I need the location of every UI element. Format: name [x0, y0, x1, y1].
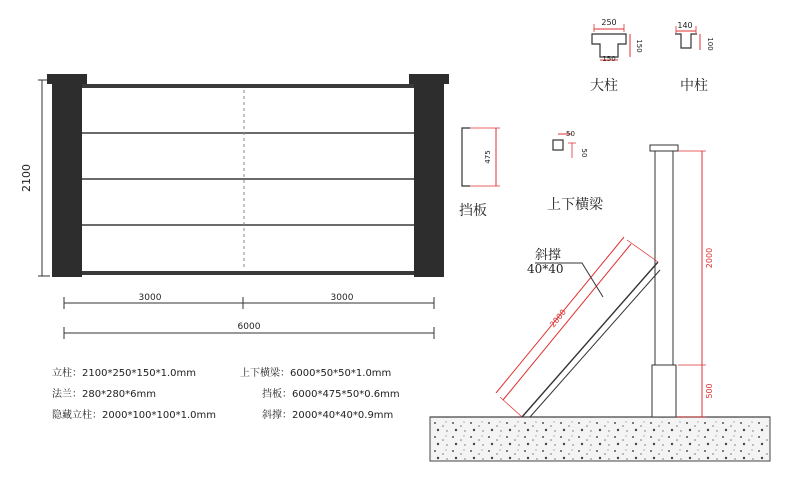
top-rail: [80, 84, 414, 88]
big-post-width: 250: [601, 18, 617, 27]
right-post-cap: [409, 74, 449, 84]
brace: [522, 262, 658, 417]
brace-caption: 斜撑: [535, 248, 562, 263]
side-section: [430, 145, 770, 461]
spec-value: 2000*40*40*0.9mm: [292, 410, 394, 421]
left-post: [52, 84, 82, 277]
right-post: [414, 84, 444, 277]
big-post-height: 150: [635, 39, 643, 53]
spec-row: [262, 406, 393, 421]
bottom-rail: [80, 271, 414, 275]
mid-post-height: 100: [706, 37, 714, 51]
panel-caption: 挡板: [459, 203, 487, 219]
height-label: 2100: [20, 164, 33, 192]
spec-name: 挡板：: [262, 389, 292, 400]
spec-row: [262, 385, 400, 400]
beam-width: 50: [566, 130, 575, 138]
spec-name: 上下横梁：: [240, 368, 290, 379]
post-height-label: 2000: [705, 247, 714, 269]
spec-value: 2100*250*150*1.0mm: [82, 368, 197, 379]
spec-name: 法兰：: [52, 389, 82, 400]
mid-post-caption: 中柱: [680, 78, 708, 94]
fence-elevation: [20, 74, 449, 339]
spec-name: 立柱：: [52, 368, 82, 379]
ground-slab: [430, 417, 770, 461]
spec-value: 6000*475*50*0.6mm: [292, 389, 400, 400]
hidden-post: [652, 365, 676, 417]
big-post-depth: 150: [602, 55, 616, 63]
spec-name: 斜撑：: [262, 410, 292, 421]
left-post-cap: [47, 74, 87, 84]
section-post-cap: [650, 145, 678, 151]
spec-value: 2000*100*100*1.0mm: [102, 410, 217, 421]
big-post-caption: 大柱: [590, 78, 618, 94]
bay-left-label: 3000: [138, 293, 162, 303]
mid-post-width: 140: [677, 21, 693, 30]
spec-name: 隐藏立柱：: [52, 410, 102, 421]
total-width-label: 6000: [237, 322, 261, 332]
spec-value: 280*280*6mm: [82, 389, 157, 400]
panel-detail: [462, 128, 500, 186]
mid-post-detail: [675, 21, 714, 51]
beam-detail: [553, 130, 588, 158]
panel-height: 475: [484, 150, 492, 164]
spec-row: [52, 406, 216, 421]
beam-caption: 上下横梁: [547, 197, 603, 213]
big-post-detail: [592, 18, 643, 63]
spec-row: [240, 364, 391, 379]
spec-row: [52, 364, 196, 379]
bay-right-label: 3000: [330, 293, 354, 303]
embed-depth-label: 500: [705, 383, 714, 399]
beam-height: 50: [580, 148, 588, 158]
brace-length: 2000: [548, 307, 568, 330]
spec-row: [52, 385, 156, 400]
brace-size: 40*40: [527, 262, 564, 276]
spec-value: 6000*50*50*1.0mm: [290, 368, 392, 379]
